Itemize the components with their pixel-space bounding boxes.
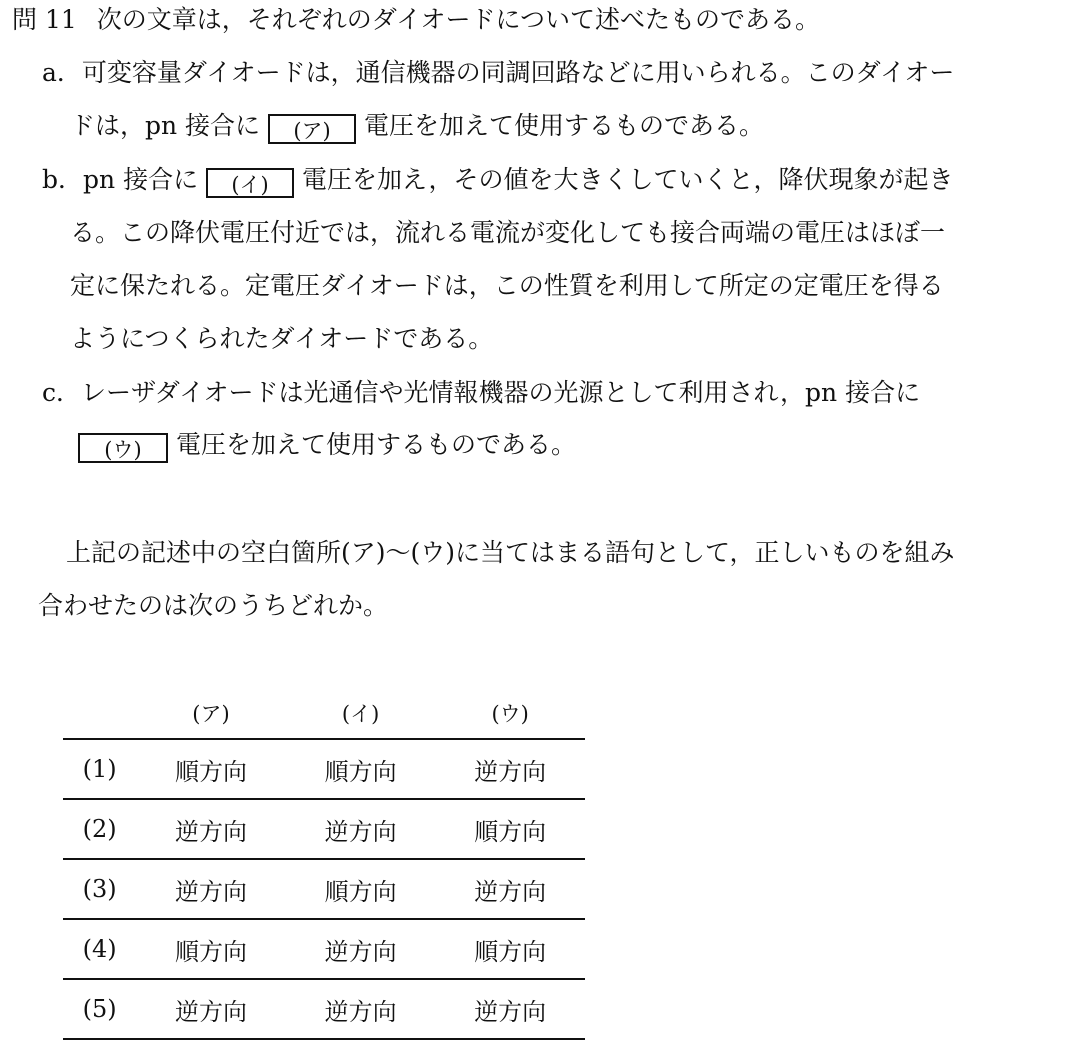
option-number: (1): [63, 739, 136, 799]
header-cell-blank: [63, 688, 136, 739]
item-a-line-1: [42, 55, 954, 91]
item-a-text-2-pre: ドは，pn 接合に: [70, 111, 261, 140]
question-header: [12, 2, 820, 38]
option-cell-i: 逆方向: [286, 799, 436, 859]
option-cell-i: 順方向: [286, 739, 436, 799]
option-cell-u: 逆方向: [435, 979, 585, 1039]
option-cell-i: 逆方向: [286, 919, 436, 979]
item-c-marker: c．: [42, 378, 82, 407]
item-c-line-2: [78, 427, 576, 463]
option-cell-u: 順方向: [435, 799, 585, 859]
item-a-text-2-post: 電圧を加えて使用するものである。: [363, 111, 764, 140]
answer-row-2: [63, 799, 585, 859]
question-number: 問 11: [12, 5, 77, 34]
item-b-line-4: ようにつくられたダイオードである。: [70, 324, 494, 353]
item-c-line-1: [42, 375, 920, 411]
option-cell-a: 逆方向: [136, 979, 286, 1039]
answer-row-3: [63, 859, 585, 919]
header-cell-i: (イ): [341, 702, 380, 726]
answer-table: [63, 688, 585, 1040]
item-a-text-1: 可変容量ダイオードは，通信機器の同調回路などに用いられる。このダイオー: [81, 58, 955, 87]
item-a-marker: a．: [42, 58, 82, 87]
instruction-line-1: 上記の記述中の空白箇所(ア)〜(ウ)に当てはまる語句として，正しいものを組み: [66, 538, 955, 567]
option-cell-u: 逆方向: [435, 859, 585, 919]
option-cell-a: 順方向: [136, 919, 286, 979]
question-stem: 次の文章は，それぞれのダイオードについて述べたものである。: [96, 5, 821, 34]
answer-row-4: [63, 919, 585, 979]
item-b-marker: b．: [42, 165, 84, 194]
item-c-text-2-post: 電圧を加えて使用するものである。: [175, 430, 576, 459]
header-cell-u: (ウ): [491, 702, 529, 726]
option-cell-a: 逆方向: [136, 799, 286, 859]
blank-box-a: (ア): [268, 114, 356, 144]
item-b-line-1: [42, 162, 954, 198]
header-cell-a: (ア): [192, 702, 230, 726]
item-c-text-1: レーザダイオードは光通信や光情報機器の光源として利用され，pn 接合に: [81, 378, 921, 407]
option-cell-u: 順方向: [435, 919, 585, 979]
option-number: (4): [63, 919, 136, 979]
item-b-line-2: る。この降伏電圧付近では，流れる電流が変化しても接合両端の電圧はほぼ一: [70, 218, 946, 247]
option-cell-u: 逆方向: [435, 739, 585, 799]
blank-box-c: (ウ): [78, 433, 168, 463]
answer-row-1: [63, 739, 585, 799]
item-b-text-1-pre: pn 接合に: [83, 165, 199, 194]
option-number: (2): [63, 799, 136, 859]
option-cell-i: 順方向: [286, 859, 436, 919]
item-a-line-2: [70, 108, 764, 144]
option-cell-a: 順方向: [136, 739, 286, 799]
option-number: (5): [63, 979, 136, 1039]
option-cell-i: 逆方向: [286, 979, 436, 1039]
item-b-text-1-post: 電圧を加え，その値を大きくしていくと，降伏現象が起き: [301, 165, 954, 194]
instruction-line-2: 合わせたのは次のうちどれか。: [38, 591, 389, 620]
answer-table-header: [63, 688, 585, 739]
option-cell-a: 逆方向: [136, 859, 286, 919]
option-number: (3): [63, 859, 136, 919]
item-b-line-3: 定に保たれる。定電圧ダイオードは，この性質を利用して所定の定電圧を得る: [70, 271, 944, 300]
answer-row-5: [63, 979, 585, 1039]
blank-box-b: (イ): [206, 168, 294, 198]
